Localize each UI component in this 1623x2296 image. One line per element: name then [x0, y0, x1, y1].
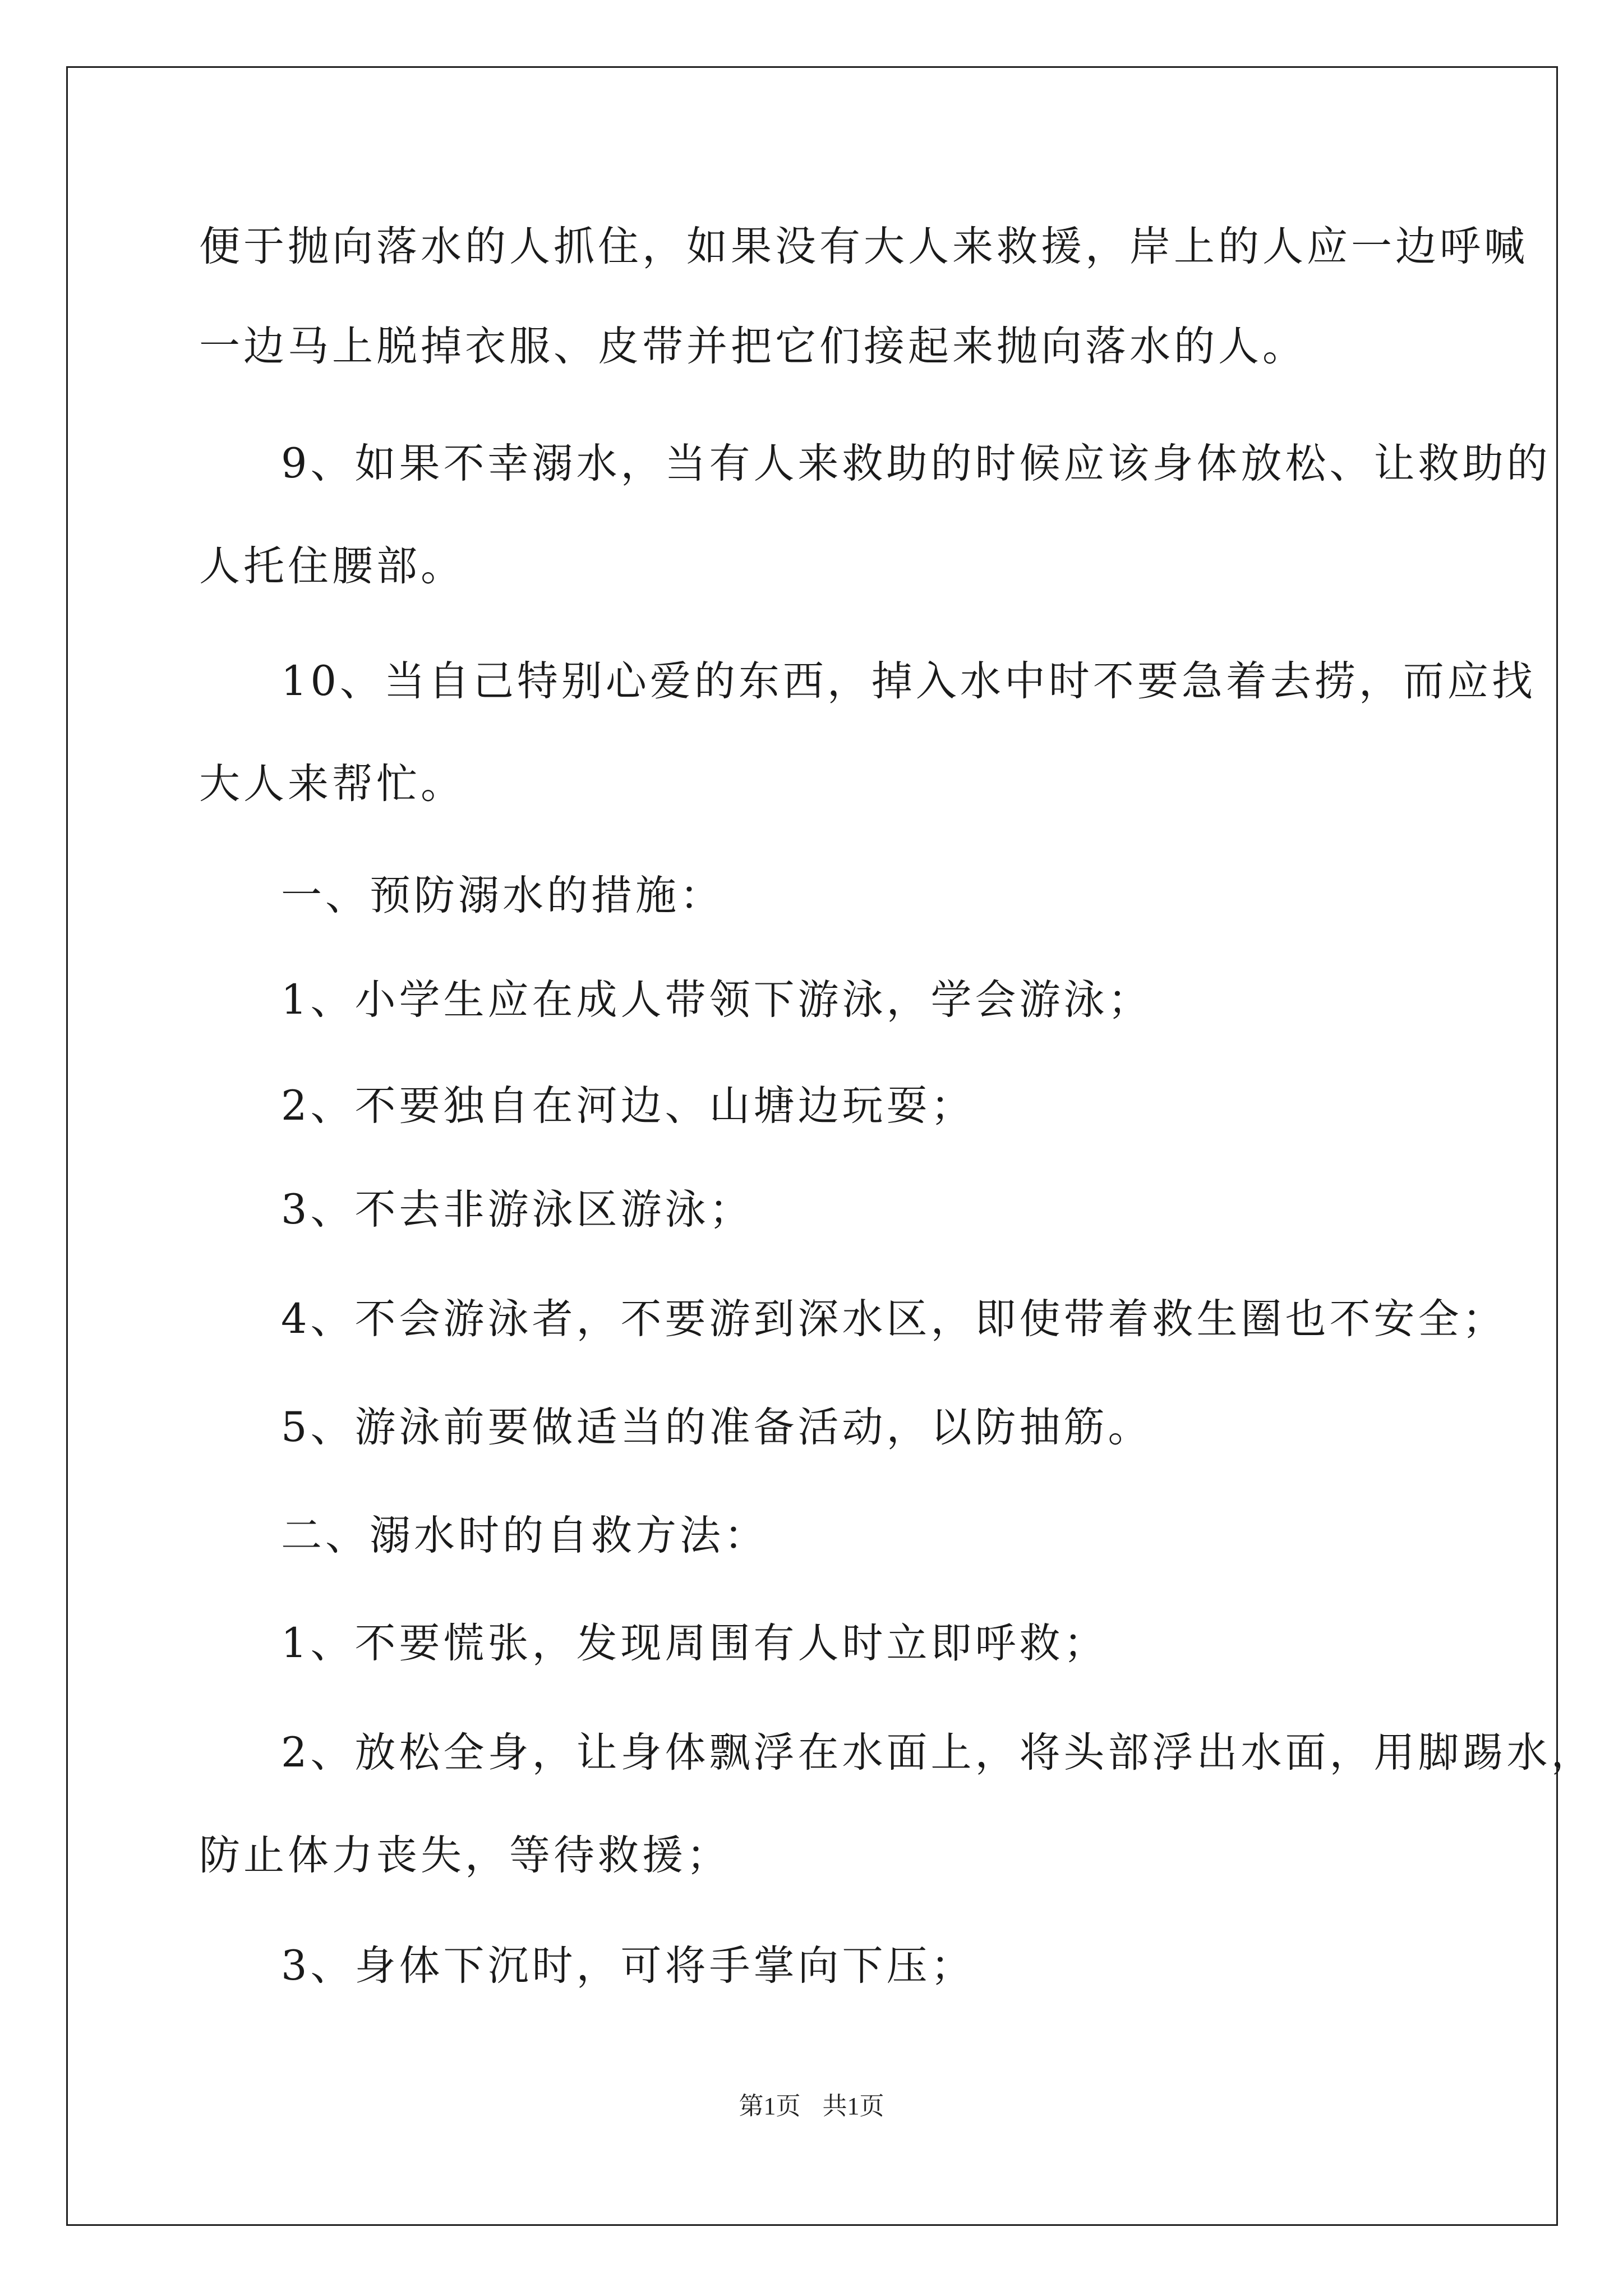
section-heading: 一、预防溺水的措施：	[281, 872, 724, 919]
paragraph-line: 9、如果不幸溺水，当有人来救助的时候应该身体放松、让救助的	[281, 440, 1551, 487]
list-item: 4、不会游泳者，不要游到深水区，即使带着救生圈也不安全；	[281, 1295, 1507, 1343]
list-item: 3、身体下沉时，可将手掌向下压；	[281, 1942, 975, 1990]
page-number: 第1页	[739, 2092, 801, 2120]
list-item: 1、小学生应在成人带领下游泳，学会游泳；	[281, 976, 1152, 1024]
list-item: 1、不要慌张，发现周围有人时立即呼救；	[281, 1619, 1108, 1667]
body-line: 防止体力丧失，等待救援；	[199, 1832, 731, 1879]
page-footer	[0, 2090, 1623, 2123]
section-heading: 二、溺水时的自救方法：	[281, 1512, 768, 1559]
list-item: 3、不去非游泳区游泳；	[281, 1186, 754, 1234]
body-line: 人托住腰部。	[199, 542, 465, 590]
paragraph-line: 10、当自己特别心爱的东西，掉入水中时不要急着去捞，而应找	[281, 657, 1536, 705]
list-item: 2、放松全身，让身体飘浮在水面上，将头部浮出水面，用脚踢水，	[281, 1729, 1596, 1777]
page-total: 共1页	[822, 2092, 884, 2120]
body-line: 大人来帮忙。	[199, 760, 465, 808]
list-item: 2、不要独自在河边、山塘边玩耍；	[281, 1082, 975, 1130]
list-item: 5、游泳前要做适当的准备活动，以防抽筋。	[281, 1404, 1152, 1451]
body-line: 一边马上脱掉衣服、皮带并把它们接起来抛向落水的人。	[199, 323, 1307, 370]
body-line: 便于抛向落水的人抓住，如果没有大人来救援，岸上的人应一边呼喊	[199, 223, 1528, 270]
document-body	[199, 0, 1596, 2132]
